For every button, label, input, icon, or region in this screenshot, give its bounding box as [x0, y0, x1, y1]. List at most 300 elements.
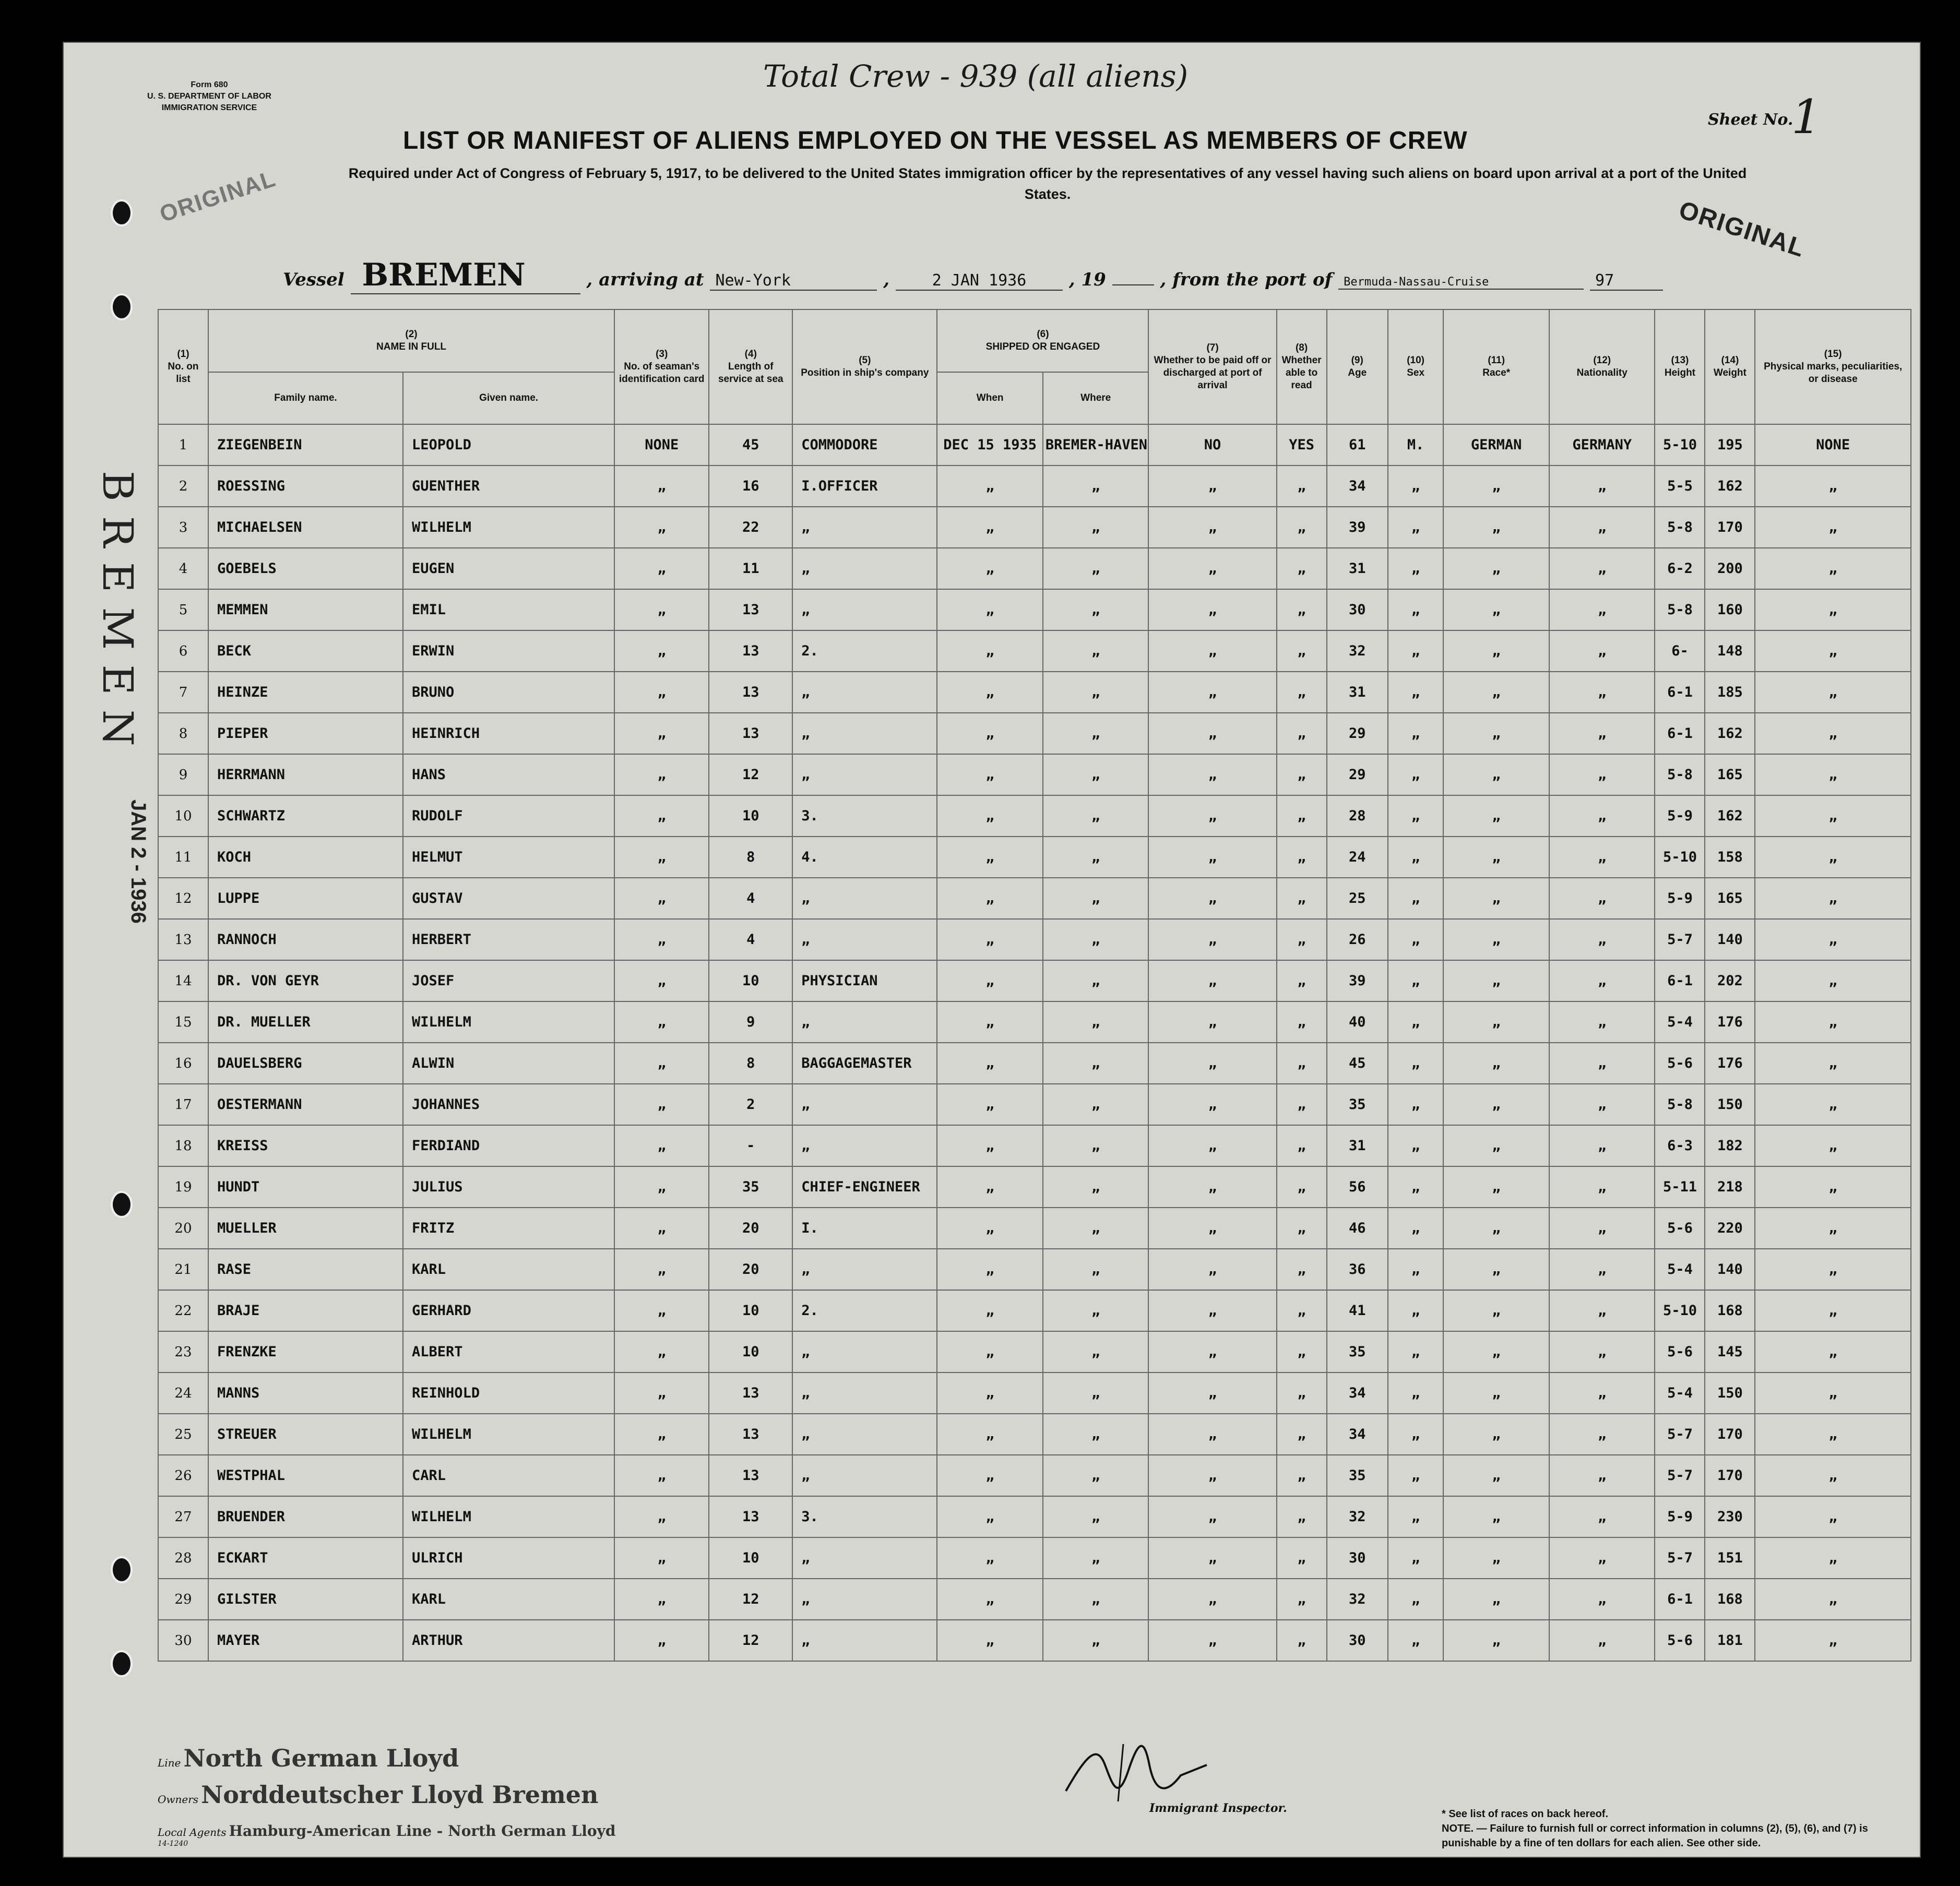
service-length-cell: 13 — [709, 1496, 792, 1537]
service-length-cell: 4 — [709, 878, 792, 919]
paid-off-cell: „ — [1148, 1414, 1276, 1455]
shipped-where-cell: „ — [1043, 878, 1149, 919]
physical-marks-cell: „ — [1755, 548, 1911, 589]
shipped-where-cell: „ — [1043, 465, 1149, 507]
nationality-cell: „ — [1549, 548, 1655, 589]
weight-cell: 140 — [1705, 1249, 1755, 1290]
inspector-label: Immigrant Inspector. — [1149, 1801, 1287, 1815]
owners-label: Owners — [158, 1793, 199, 1806]
sex-cell: „ — [1388, 1290, 1444, 1331]
physical-marks-cell: „ — [1755, 1372, 1911, 1414]
id-card-cell: „ — [614, 1208, 709, 1249]
paid-off-cell: „ — [1148, 1290, 1276, 1331]
paid-off-cell: „ — [1148, 1372, 1276, 1414]
shipped-when-cell: „ — [937, 1579, 1043, 1620]
shipped-where-cell: „ — [1043, 1001, 1149, 1043]
row-number-cell: 7 — [158, 672, 208, 713]
age-cell: 24 — [1327, 837, 1388, 878]
service-length-cell: 13 — [709, 1455, 792, 1496]
family-name-cell: ROESSING — [208, 465, 403, 507]
given-name-cell: CARL — [403, 1455, 614, 1496]
nationality-cell: „ — [1549, 713, 1655, 754]
shipped-when-cell: „ — [937, 1043, 1043, 1084]
sex-cell: „ — [1388, 1166, 1444, 1208]
physical-marks-cell: „ — [1755, 465, 1911, 507]
shipped-where-cell: „ — [1043, 672, 1149, 713]
age-cell: 56 — [1327, 1166, 1388, 1208]
weight-cell: 176 — [1705, 1001, 1755, 1043]
id-card-cell: „ — [614, 1043, 709, 1084]
physical-marks-cell: „ — [1755, 589, 1911, 630]
physical-marks-cell: „ — [1755, 713, 1911, 754]
able-to-read-cell: „ — [1277, 465, 1327, 507]
table-row — [158, 1249, 1911, 1290]
service-length-cell: 13 — [709, 1414, 792, 1455]
col-service-header: (4) Length of service at sea — [709, 309, 792, 424]
weight-cell: 162 — [1705, 465, 1755, 507]
from-port: Bermuda-Nassau-Cruise — [1338, 276, 1584, 290]
table-row — [158, 1496, 1911, 1537]
shipped-when-cell: „ — [937, 1001, 1043, 1043]
given-name-cell: ERWIN — [403, 630, 614, 672]
service-length-cell: 22 — [709, 507, 792, 548]
age-cell: 35 — [1327, 1084, 1388, 1125]
sex-cell: „ — [1388, 1496, 1444, 1537]
physical-marks-cell: „ — [1755, 919, 1911, 960]
weight-cell: 148 — [1705, 630, 1755, 672]
position-cell: 4. — [792, 837, 937, 878]
id-card-cell: „ — [614, 713, 709, 754]
shipped-when-cell: „ — [937, 1084, 1043, 1125]
shipped-when-cell: „ — [937, 589, 1043, 630]
punch-hole — [111, 1191, 133, 1218]
paid-off-cell: „ — [1148, 465, 1276, 507]
age-cell: 28 — [1327, 795, 1388, 837]
service-length-cell: - — [709, 1125, 792, 1166]
race-cell: „ — [1443, 589, 1549, 630]
able-to-read-cell: „ — [1277, 1125, 1327, 1166]
position-cell: „ — [792, 754, 937, 795]
race-cell: „ — [1443, 919, 1549, 960]
service-length-cell: 20 — [709, 1208, 792, 1249]
age-cell: 32 — [1327, 1579, 1388, 1620]
paid-off-cell: „ — [1148, 795, 1276, 837]
service-length-cell: 12 — [709, 754, 792, 795]
nationality-cell: „ — [1549, 878, 1655, 919]
row-number-cell: 15 — [158, 1001, 208, 1043]
given-name-cell: HANS — [403, 754, 614, 795]
table-row — [158, 837, 1911, 878]
paid-off-cell: „ — [1148, 837, 1276, 878]
age-cell: 35 — [1327, 1331, 1388, 1372]
height-cell: 5-7 — [1655, 1455, 1705, 1496]
given-name-cell: FERDIAND — [403, 1125, 614, 1166]
table-row — [158, 1537, 1911, 1579]
shipped-when-cell: „ — [937, 878, 1043, 919]
sex-cell: „ — [1388, 589, 1444, 630]
line-label: Line — [158, 1757, 181, 1769]
sex-cell: „ — [1388, 837, 1444, 878]
family-name-cell: RANNOCH — [208, 919, 403, 960]
table-row — [158, 1208, 1911, 1249]
race-cell: „ — [1443, 713, 1549, 754]
position-cell: CHIEF-ENGINEER — [792, 1166, 937, 1208]
service-length-cell: 13 — [709, 630, 792, 672]
table-row — [158, 795, 1911, 837]
footnote-races: * See list of races on back hereof. — [1442, 1808, 1609, 1820]
family-name-cell: HEINZE — [208, 672, 403, 713]
col-age-header: (9) Age — [1327, 309, 1388, 424]
id-card-cell: „ — [614, 1331, 709, 1372]
shipped-when-cell: „ — [937, 1620, 1043, 1661]
weight-cell: 181 — [1705, 1620, 1755, 1661]
physical-marks-cell: NONE — [1755, 424, 1911, 465]
family-name-cell: MICHAELSEN — [208, 507, 403, 548]
age-cell: 31 — [1327, 672, 1388, 713]
race-cell: „ — [1443, 1249, 1549, 1290]
family-name-cell: MEMMEN — [208, 589, 403, 630]
paid-off-cell: „ — [1148, 548, 1276, 589]
height-cell: 5-9 — [1655, 795, 1705, 837]
shipped-where-cell: „ — [1043, 1579, 1149, 1620]
table-row — [158, 1043, 1911, 1084]
nationality-cell: „ — [1549, 589, 1655, 630]
race-cell: „ — [1443, 837, 1549, 878]
shipped-where-cell: „ — [1043, 1620, 1149, 1661]
position-cell: I.OFFICER — [792, 465, 937, 507]
table-row — [158, 1125, 1911, 1166]
age-cell: 25 — [1327, 878, 1388, 919]
family-name-cell: MAYER — [208, 1620, 403, 1661]
given-name-cell: BRUNO — [403, 672, 614, 713]
nationality-cell: „ — [1549, 507, 1655, 548]
service-length-cell: 2 — [709, 1084, 792, 1125]
physical-marks-cell: „ — [1755, 754, 1911, 795]
nationality-cell: „ — [1549, 1125, 1655, 1166]
height-cell: 5-10 — [1655, 1290, 1705, 1331]
paid-off-cell: „ — [1148, 1620, 1276, 1661]
weight-cell: 170 — [1705, 1414, 1755, 1455]
given-name-cell: WILHELM — [403, 1414, 614, 1455]
nationality-cell: „ — [1549, 1084, 1655, 1125]
able-to-read-cell: „ — [1277, 630, 1327, 672]
given-name-cell: EMIL — [403, 589, 614, 630]
paid-off-cell: „ — [1148, 1166, 1276, 1208]
race-cell: „ — [1443, 1208, 1549, 1249]
physical-marks-cell: „ — [1755, 1001, 1911, 1043]
col-race-header: (11) Race* — [1443, 309, 1549, 424]
able-to-read-cell: „ — [1277, 1166, 1327, 1208]
nationality-cell: „ — [1549, 1001, 1655, 1043]
id-card-cell: „ — [614, 1537, 709, 1579]
height-cell: 5-10 — [1655, 837, 1705, 878]
id-card-cell: „ — [614, 507, 709, 548]
age-cell: 32 — [1327, 1496, 1388, 1537]
shipped-where-cell: „ — [1043, 1372, 1149, 1414]
service-length-cell: 13 — [709, 589, 792, 630]
row-number-cell: 24 — [158, 1372, 208, 1414]
punch-hole — [111, 293, 133, 320]
shipped-when-cell: „ — [937, 1208, 1043, 1249]
sheet-label: Sheet No. — [1708, 111, 1793, 129]
able-to-read-cell: „ — [1277, 1579, 1327, 1620]
height-cell: 5-6 — [1655, 1331, 1705, 1372]
table-row — [158, 1620, 1911, 1661]
col-where-header: Where — [1043, 372, 1149, 424]
table-row — [158, 1001, 1911, 1043]
arrival-port: New-York — [710, 271, 877, 291]
given-name-cell: FRITZ — [403, 1208, 614, 1249]
sex-cell: „ — [1388, 1455, 1444, 1496]
age-cell: 35 — [1327, 1455, 1388, 1496]
shipped-where-cell: „ — [1043, 507, 1149, 548]
age-cell: 40 — [1327, 1001, 1388, 1043]
sex-cell: „ — [1388, 1125, 1444, 1166]
able-to-read-cell: „ — [1277, 960, 1327, 1001]
service-length-cell: 9 — [709, 1001, 792, 1043]
row-number-cell: 23 — [158, 1331, 208, 1372]
age-cell: 30 — [1327, 1620, 1388, 1661]
row-number-cell: 11 — [158, 837, 208, 878]
given-name-cell: HEINRICH — [403, 713, 614, 754]
physical-marks-cell: „ — [1755, 960, 1911, 1001]
weight-cell: 150 — [1705, 1084, 1755, 1125]
sex-cell: „ — [1388, 548, 1444, 589]
table-row — [158, 1372, 1911, 1414]
nationality-cell: „ — [1549, 960, 1655, 1001]
sex-cell: „ — [1388, 960, 1444, 1001]
nationality-cell: „ — [1549, 630, 1655, 672]
paid-off-cell: „ — [1148, 713, 1276, 754]
sex-cell: „ — [1388, 919, 1444, 960]
shipped-when-cell: DEC 15 1935 — [937, 424, 1043, 465]
physical-marks-cell: „ — [1755, 878, 1911, 919]
service-length-cell: 13 — [709, 713, 792, 754]
family-name-cell: DR. VON GEYR — [208, 960, 403, 1001]
position-cell: „ — [792, 1249, 937, 1290]
position-cell: 3. — [792, 795, 937, 837]
height-cell: 5-6 — [1655, 1620, 1705, 1661]
col-weight-header: (14) Weight — [1705, 309, 1755, 424]
service-length-cell: 13 — [709, 1372, 792, 1414]
id-card-cell: „ — [614, 548, 709, 589]
shipped-when-cell: „ — [937, 1331, 1043, 1372]
family-name-cell: WESTPHAL — [208, 1455, 403, 1496]
shipped-when-cell: „ — [937, 672, 1043, 713]
col-nationality-header: (12) Nationality — [1549, 309, 1655, 424]
form-code: 14-1240 — [158, 1840, 188, 1848]
age-cell: 29 — [1327, 713, 1388, 754]
sex-cell: „ — [1388, 1043, 1444, 1084]
page-title: LIST OR MANIFEST OF ALIENS EMPLOYED ON THE VESSEL AS MEMBERS OF CREW — [403, 127, 1468, 154]
able-to-read-cell: „ — [1277, 837, 1327, 878]
shipped-when-cell: „ — [937, 1249, 1043, 1290]
shipped-when-cell: „ — [937, 1455, 1043, 1496]
given-name-cell: JULIUS — [403, 1166, 614, 1208]
footnotes — [1442, 1807, 1911, 1851]
row-number-cell: 30 — [158, 1620, 208, 1661]
service-length-cell: 11 — [709, 548, 792, 589]
height-cell: 5-7 — [1655, 919, 1705, 960]
weight-cell: 176 — [1705, 1043, 1755, 1084]
position-cell: „ — [792, 1084, 937, 1125]
physical-marks-cell: „ — [1755, 1043, 1911, 1084]
position-cell: „ — [792, 713, 937, 754]
paid-off-cell: „ — [1148, 1208, 1276, 1249]
position-cell: „ — [792, 878, 937, 919]
sex-cell: „ — [1388, 1414, 1444, 1455]
shipped-when-cell: „ — [937, 795, 1043, 837]
race-cell: „ — [1443, 1620, 1549, 1661]
weight-cell: 168 — [1705, 1290, 1755, 1331]
physical-marks-cell: „ — [1755, 1208, 1911, 1249]
form-header — [147, 79, 271, 114]
height-cell: 5-7 — [1655, 1537, 1705, 1579]
race-cell: „ — [1443, 1043, 1549, 1084]
shipped-when-cell: „ — [937, 465, 1043, 507]
col-family-header: Family name. — [208, 372, 403, 424]
shipped-where-cell: „ — [1043, 1249, 1149, 1290]
punch-hole — [111, 1556, 133, 1583]
age-cell: 39 — [1327, 960, 1388, 1001]
manifest-footer — [158, 1744, 1911, 1848]
shipped-when-cell: „ — [937, 1125, 1043, 1166]
shipped-when-cell: „ — [937, 754, 1043, 795]
id-card-cell: „ — [614, 1455, 709, 1496]
paid-off-cell: „ — [1148, 589, 1276, 630]
id-card-cell: „ — [614, 589, 709, 630]
row-number-cell: 4 — [158, 548, 208, 589]
physical-marks-cell: „ — [1755, 1331, 1911, 1372]
family-name-cell: KREISS — [208, 1125, 403, 1166]
physical-marks-cell: „ — [1755, 1620, 1911, 1661]
service-length-cell: 16 — [709, 465, 792, 507]
position-cell: PHYSICIAN — [792, 960, 937, 1001]
given-name-cell: KARL — [403, 1579, 614, 1620]
paid-off-cell: „ — [1148, 1455, 1276, 1496]
original-stamp: ORIGINAL — [1675, 196, 1809, 263]
voyage-number: 97 — [1590, 271, 1663, 291]
agents-value: Hamburg-American Line - North German Lloyd — [229, 1822, 616, 1840]
service: IMMIGRATION SERVICE — [161, 103, 257, 112]
shipped-where-cell: „ — [1043, 837, 1149, 878]
sex-cell: M. — [1388, 424, 1444, 465]
able-to-read-cell: „ — [1277, 1084, 1327, 1125]
weight-cell: 162 — [1705, 713, 1755, 754]
paid-off-cell: NO — [1148, 424, 1276, 465]
able-to-read-cell: „ — [1277, 713, 1327, 754]
position-cell: „ — [792, 589, 937, 630]
physical-marks-cell: „ — [1755, 507, 1911, 548]
row-number-cell: 19 — [158, 1166, 208, 1208]
able-to-read-cell: „ — [1277, 878, 1327, 919]
row-number-cell: 17 — [158, 1084, 208, 1125]
age-cell: 30 — [1327, 1537, 1388, 1579]
position-cell: 2. — [792, 1290, 937, 1331]
given-name-cell: GUSTAV — [403, 878, 614, 919]
row-number-cell: 25 — [158, 1414, 208, 1455]
weight-cell: 165 — [1705, 878, 1755, 919]
nationality-cell: „ — [1549, 1043, 1655, 1084]
table-row — [158, 960, 1911, 1001]
table-row — [158, 1166, 1911, 1208]
id-card-cell: „ — [614, 919, 709, 960]
position-cell: „ — [792, 1579, 937, 1620]
age-cell: 29 — [1327, 754, 1388, 795]
side-date-stamp: JAN 2 - 1936 — [127, 799, 150, 924]
id-card-cell: „ — [614, 1290, 709, 1331]
sex-cell: „ — [1388, 1372, 1444, 1414]
service-length-cell: 8 — [709, 1043, 792, 1084]
age-cell: 34 — [1327, 1372, 1388, 1414]
race-cell: „ — [1443, 1125, 1549, 1166]
owners-value: Norddeutscher Lloyd Bremen — [201, 1781, 599, 1809]
weight-cell: 140 — [1705, 919, 1755, 960]
row-number-cell: 12 — [158, 878, 208, 919]
shipped-where-cell: „ — [1043, 1331, 1149, 1372]
height-cell: 6-1 — [1655, 960, 1705, 1001]
family-name-cell: SCHWARTZ — [208, 795, 403, 837]
weight-cell: 230 — [1705, 1496, 1755, 1537]
race-cell: „ — [1443, 1290, 1549, 1331]
row-number-cell: 27 — [158, 1496, 208, 1537]
race-cell: „ — [1443, 1455, 1549, 1496]
col-sex-header: (10) Sex — [1388, 309, 1444, 424]
physical-marks-cell: „ — [1755, 1414, 1911, 1455]
given-name-cell: KARL — [403, 1249, 614, 1290]
row-number-cell: 8 — [158, 713, 208, 754]
height-cell: 5-4 — [1655, 1001, 1705, 1043]
sex-cell: „ — [1388, 878, 1444, 919]
table-row — [158, 507, 1911, 548]
shipped-where-cell: „ — [1043, 548, 1149, 589]
shipped-where-cell: „ — [1043, 1455, 1149, 1496]
shipped-where-cell: „ — [1043, 795, 1149, 837]
race-cell: GERMAN — [1443, 424, 1549, 465]
form-label: Form 680 — [191, 80, 228, 89]
id-card-cell: „ — [614, 960, 709, 1001]
position-cell: „ — [792, 672, 937, 713]
id-card-cell: „ — [614, 878, 709, 919]
weight-cell: 162 — [1705, 795, 1755, 837]
weight-cell: 170 — [1705, 1455, 1755, 1496]
given-name-cell: EUGEN — [403, 548, 614, 589]
given-name-cell: JOSEF — [403, 960, 614, 1001]
age-cell: 41 — [1327, 1290, 1388, 1331]
physical-marks-cell: „ — [1755, 672, 1911, 713]
vessel-line: Vessel BREMEN , arriving at New-York , 2 JAN 1936 , 19 , from the port of Bermuda-Nassau-Cruise 97 — [283, 257, 1663, 294]
col-marks-header: (15) Physical marks, peculiarities, or disease — [1755, 309, 1911, 424]
shipped-where-cell: „ — [1043, 1084, 1149, 1125]
height-cell: 5-5 — [1655, 465, 1705, 507]
shipped-where-cell: „ — [1043, 960, 1149, 1001]
shipped-where-cell: „ — [1043, 919, 1149, 960]
height-cell: 6-3 — [1655, 1125, 1705, 1166]
weight-cell: 170 — [1705, 507, 1755, 548]
shipped-when-cell: „ — [937, 1372, 1043, 1414]
family-name-cell: MUELLER — [208, 1208, 403, 1249]
weight-cell: 165 — [1705, 754, 1755, 795]
col-paid-header: (7) Whether to be paid off or discharged at port of arrival — [1148, 309, 1276, 424]
position-cell: „ — [792, 1537, 937, 1579]
service-length-cell: 45 — [709, 424, 792, 465]
row-number-cell: 29 — [158, 1579, 208, 1620]
family-name-cell: OESTERMANN — [208, 1084, 403, 1125]
age-cell: 34 — [1327, 1414, 1388, 1455]
sex-cell: „ — [1388, 1001, 1444, 1043]
age-cell: 32 — [1327, 630, 1388, 672]
race-cell: „ — [1443, 1084, 1549, 1125]
